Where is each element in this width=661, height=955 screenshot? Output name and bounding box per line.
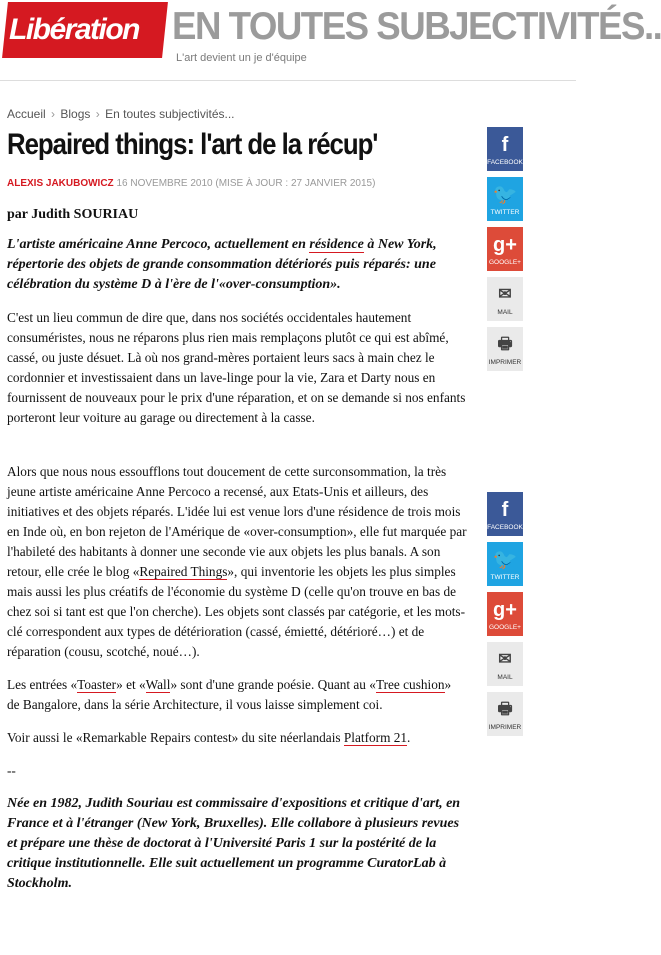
mail-share-button[interactable] xyxy=(487,642,523,686)
facebook-share-button[interactable] xyxy=(487,492,523,536)
article-title: Repaired things: l'art de la récup' xyxy=(7,128,378,161)
repaired-things-link[interactable]: Repaired Things xyxy=(139,564,228,579)
printer-icon: 🖶 xyxy=(497,701,513,718)
residence-link[interactable]: résidence xyxy=(309,237,364,252)
paragraph-text: » et « xyxy=(116,677,146,692)
google-share-button[interactable] xyxy=(487,592,523,636)
twitter-icon: 🐦 xyxy=(492,549,518,571)
mail-label: MAIL xyxy=(497,309,513,316)
google-share-button[interactable] xyxy=(487,227,523,271)
paragraph-1: C'est un lieu commun de dire que, dans nos sociétés occidentales hautement consuméristes, nous ne réparons plus rien mais remplaçons plutôt ce qui est abîmé, cassé, ou juste désuet. Là où nos grand-mères portaient leurs sacs à main chez le cordonnier et investissaient dans un lave-linge pour la vie, Zara et Darty nous en fournissent de nouveaux pour le prix d'une réparation, et on se demande si nos enfants porteront leur voiture au garage ou directement à la casse. xyxy=(7,310,466,425)
print-button[interactable] xyxy=(487,327,523,371)
print-label: IMPRIMER xyxy=(488,724,522,731)
author-link[interactable]: ALEXIS JAKUBOWICZ xyxy=(7,178,114,189)
paragraph-text: Les entrées « xyxy=(7,677,78,692)
author-bio: Née en 1982, Judith Souriau est commissaire d'expositions et critique d'art, en France et à l'étranger (New York, Bruxelles). Elle collabore à plusieurs revues et prépare une thèse de doctorat à l'Université Paris 1 sur la postérité de la critique institutionnelle. Elle suit actuellement un programme CuratorLab à Stockholm. xyxy=(7,796,461,891)
paragraph-text: . xyxy=(407,730,411,745)
article-date: 16 NOVEMBRE 2010 (MISE À JOUR : 27 JANVIER 2015) xyxy=(116,178,376,189)
breadcrumb xyxy=(7,107,235,121)
header-divider xyxy=(0,80,576,81)
paragraph-3 xyxy=(7,675,467,715)
toaster-link[interactable]: Toaster xyxy=(77,677,117,692)
print-label: IMPRIMER xyxy=(488,359,522,366)
chapeau-text: à New York, répertorie des objets de grande consommation détériorés puis réparés: une célébration du système D à l'ère de l'«over-consumption». xyxy=(7,237,437,292)
mail-icon: ✉ xyxy=(498,286,512,303)
facebook-icon: f xyxy=(501,134,509,156)
paragraph-text: » de Bangalore, dans la série Architecture, il vous laisse simplement coi. xyxy=(7,677,452,712)
paragraph-2 xyxy=(7,462,467,662)
blog-title[interactable]: EN TOUTES SUBJECTIVITÉS.. xyxy=(172,5,661,48)
paragraph-text: » sont d'une grande poésie. Quant au « xyxy=(170,677,376,692)
facebook-label: FACEBOOK xyxy=(487,524,523,531)
facebook-label: FACEBOOK xyxy=(487,159,523,166)
liberation-logo[interactable] xyxy=(2,2,168,58)
article-body xyxy=(7,205,467,907)
mail-label: MAIL xyxy=(497,674,513,681)
breadcrumb-blog[interactable]: En toutes subjectivités... xyxy=(105,107,235,121)
article-meta xyxy=(7,178,375,189)
paragraph-text: Voir aussi le «Remarkable Repairs contest» du site néerlandais xyxy=(7,730,344,745)
site-header xyxy=(0,0,661,80)
twitter-icon: 🐦 xyxy=(492,184,518,206)
chapeau-text: L'artiste américaine Anne Percoco, actuellement en xyxy=(7,237,310,252)
blog-subtitle: L'art devient un je d'équipe xyxy=(176,52,307,64)
wall-link[interactable]: Wall xyxy=(145,677,171,692)
breadcrumb-sep: › xyxy=(95,107,100,121)
paragraph-text: Alors que nous nous essoufflons tout doucement de cette surconsommation, la très jeune artiste américaine Anne Percoco a recensé, aux Etats-Unis et ailleurs, des initiatives et des objets réparés. L'idée lui est venue lors d'une résidence de trois mois en Inde où, en bon rejeton de l'Amérique de «over-consumption», elle fut marquée par l'habileté des habitants à donner une seconde vie aux objets les plus banals. A son retour, elle crée le blog « xyxy=(7,464,467,579)
paragraph-text: », qui inventorie les objets les plus simples mais aussi les plus créatifs de l'économie du système D (celle qu'on trouve en bas de chez soi si tant est que l'on cherche). Les objets sont classés par catégorie, et les mots-clé correspondent aux types de détérioration (cassé, émietté, détérioré…) et de réparation (cousu, scotché, noué…). xyxy=(7,564,466,659)
twitter-label: TWITTER xyxy=(490,574,520,581)
share-bar-top xyxy=(487,127,523,377)
paragraph-4 xyxy=(7,728,467,748)
mail-icon: ✉ xyxy=(498,651,512,668)
google-plus-icon: g+ xyxy=(493,599,517,621)
twitter-share-button[interactable] xyxy=(487,542,523,586)
platform21-link[interactable]: Platform 21 xyxy=(343,730,408,745)
twitter-label: TWITTER xyxy=(490,209,520,216)
tree-cushion-link[interactable]: Tree cushion xyxy=(375,677,445,692)
mail-share-button[interactable] xyxy=(487,277,523,321)
print-button[interactable] xyxy=(487,692,523,736)
google-label: GOOGLE+ xyxy=(489,624,521,631)
printer-icon: 🖶 xyxy=(497,336,513,353)
logo-text: Libération xyxy=(9,13,140,46)
breadcrumb-blogs[interactable]: Blogs xyxy=(60,107,91,121)
chapeau xyxy=(7,235,467,295)
facebook-share-button[interactable] xyxy=(487,127,523,171)
byline: par Judith SOURIAU xyxy=(7,207,139,222)
share-bar-inline xyxy=(487,492,523,742)
google-label: GOOGLE+ xyxy=(489,259,521,266)
breadcrumb-sep: › xyxy=(51,107,56,121)
spacer xyxy=(7,441,467,462)
google-plus-icon: g+ xyxy=(493,234,517,256)
facebook-icon: f xyxy=(501,499,509,521)
breadcrumb-home[interactable]: Accueil xyxy=(7,107,46,121)
twitter-share-button[interactable] xyxy=(487,177,523,221)
separator: -- xyxy=(7,763,16,778)
